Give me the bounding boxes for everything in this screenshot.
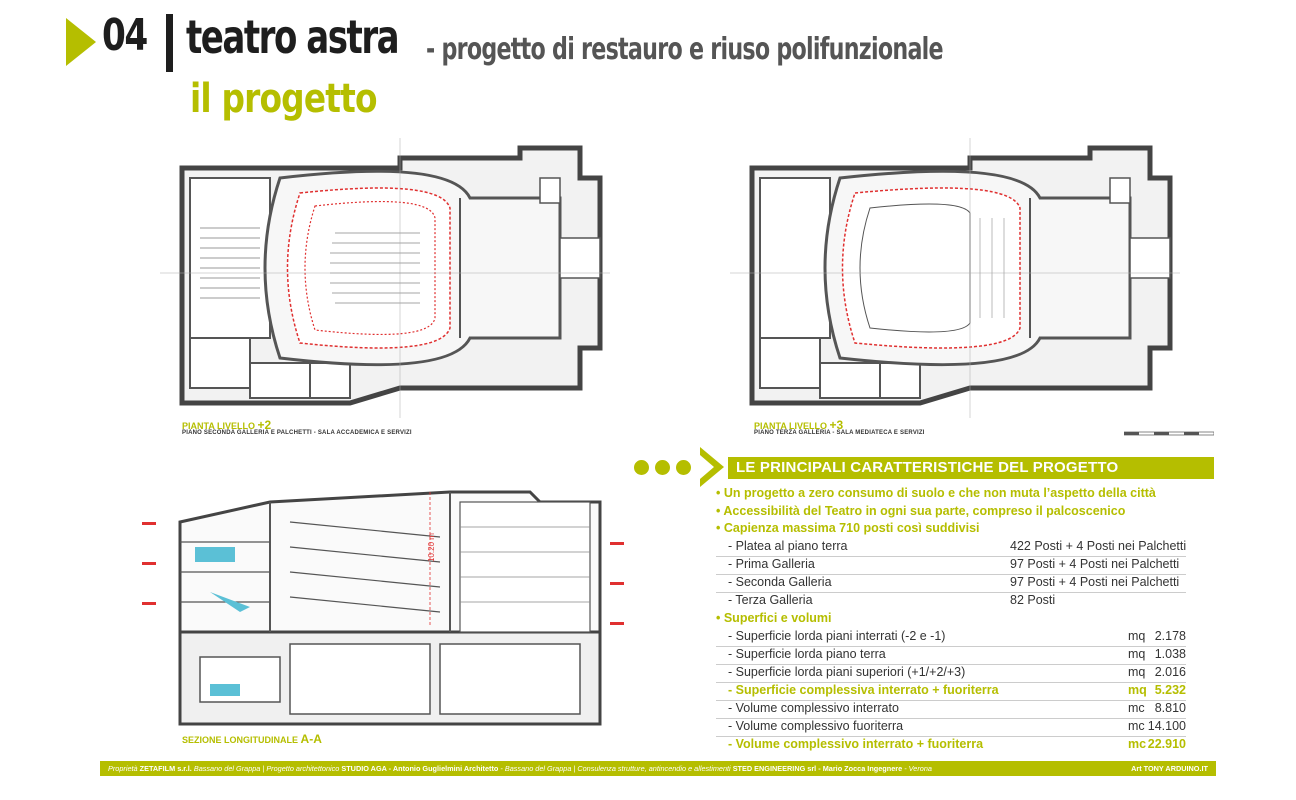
plan-level-2-title: PIANTA LIVELLO +2: [182, 418, 272, 432]
surface-label: - Superficie lorda piano terra: [728, 647, 886, 661]
plan-level-2-description: PIANO SECONDA GALLERIA E PALCHETTI - SALA ACCADEMICA E SERVIZI: [182, 430, 412, 436]
surface-unit: mq: [1128, 629, 1146, 643]
section-title: SEZIONE LONGITUDINALE A-A: [182, 732, 322, 746]
surface-label: - Superficie complessiva interrato + fuoriterra: [728, 683, 999, 697]
footer-architect: STUDIO AGA - Antonio Guglielmini Architetto: [341, 764, 499, 773]
volume-unit: mc: [1128, 737, 1147, 751]
capacity-value: 97 Posti + 4 Posti nei Palchetti: [1010, 575, 1180, 589]
capacity-value: 82 Posti: [1010, 593, 1056, 607]
capacity-row: [716, 593, 1186, 609]
capacity-row: [716, 539, 1186, 555]
volume-unit: mc: [1128, 719, 1145, 733]
footer-text: Proprietà: [108, 764, 140, 773]
feature-bullet: • Un progetto a zero consumo di suolo e che non muta l’aspetto della città: [716, 486, 1156, 500]
feature-bullet: • Capienza massima 710 posti così suddivisi: [716, 521, 980, 535]
surface-value: 1.038: [1154, 647, 1186, 661]
footer-art-credit: Art TONY ARDUINO.IT: [1131, 764, 1208, 773]
surface-unit: mq: [1128, 683, 1147, 697]
plan-level-3-description: PIANO TERZA GALLERIA - SALA MEDIATECA E SERVIZI: [754, 430, 925, 436]
footer-text: Bassano del Grappa | Progetto architettonico: [191, 764, 342, 773]
volume-total-row: [716, 737, 1186, 753]
volume-row: [716, 701, 1186, 717]
feature-bullet: • Accessibilità del Teatro in ogni sua parte, compreso il palcoscenico: [716, 504, 1126, 518]
capacity-label: - Platea al piano terra: [728, 539, 848, 553]
plan-level-3-title: PIANTA LIVELLO +3: [754, 418, 844, 432]
surfaces-title: • Superfici e volumi: [716, 611, 832, 625]
header-arrow-icon: [66, 18, 96, 66]
surface-row: [716, 665, 1186, 681]
header-divider: [166, 14, 173, 72]
volume-label: - Volume complessivo interrato + fuoriterra: [728, 737, 984, 751]
volume-value: 8.810: [1154, 701, 1186, 715]
volume-unit: mc: [1128, 701, 1145, 715]
dot-icon: [655, 460, 670, 475]
section-a-a-drawing: [140, 462, 640, 730]
capacity-row: [716, 575, 1186, 591]
page-subtitle: - progetto di restauro e riuso polifunzionale: [426, 32, 943, 67]
capacity-label: - Prima Galleria: [728, 557, 815, 571]
decorative-dots: [634, 460, 691, 475]
footer-text: - Verona: [902, 764, 932, 773]
surface-label: - Superficie lorda piani interrati (-2 e -1): [728, 629, 946, 643]
volume-value: 14.100: [1147, 719, 1186, 733]
dot-icon: [676, 460, 691, 475]
header-number: 04: [102, 10, 147, 61]
surface-value: 2.178: [1154, 629, 1186, 643]
footer-text: - Bassano del Grappa | Consulenza strutture, antincendio e allestimenti: [498, 764, 733, 773]
volume-row: [716, 719, 1186, 735]
surface-unit: mq: [1128, 665, 1146, 679]
section-title: il progetto: [190, 76, 377, 122]
volume-label: - Volume complessivo interrato: [728, 701, 899, 715]
scale-bar: [1124, 430, 1214, 440]
surface-label: - Superficie lorda piani superiori (+1/+2/+3): [728, 665, 966, 679]
surface-unit: mq: [1128, 647, 1146, 661]
features-title: LE PRINCIPALI CARATTERISTICHE DEL PROGETTO: [728, 457, 1214, 479]
footer-credits: [100, 761, 1216, 776]
capacity-label: - Seconda Galleria: [728, 575, 832, 589]
surface-total-row: [716, 683, 1186, 699]
surface-row: [716, 629, 1186, 645]
capacity-value: 97 Posti + 4 Posti nei Palchetti: [1010, 557, 1180, 571]
footer-owner: ZETAFILM s.r.l.: [139, 764, 192, 773]
dot-icon: [634, 460, 649, 475]
volume-label: - Volume complessivo fuoriterra: [728, 719, 904, 733]
volume-value: 22.910: [1147, 737, 1186, 751]
section-dimension: 10.20 m: [427, 533, 436, 562]
footer-engineer: STED ENGINEERING srl - Mario Zocca Ingegnere: [732, 764, 903, 773]
page-title: teatro astra: [186, 10, 399, 64]
plan-level-2-drawing: [160, 138, 610, 418]
plan-level-3-drawing: [730, 138, 1180, 418]
surface-value: 5.232: [1154, 683, 1186, 697]
chevron-inner: [700, 455, 714, 479]
capacity-row: [716, 557, 1186, 573]
surface-value: 2.016: [1154, 665, 1186, 679]
capacity-label: - Terza Galleria: [728, 593, 813, 607]
surface-row: [716, 647, 1186, 663]
capacity-value: 422 Posti + 4 Posti nei Palchetti: [1010, 539, 1187, 553]
